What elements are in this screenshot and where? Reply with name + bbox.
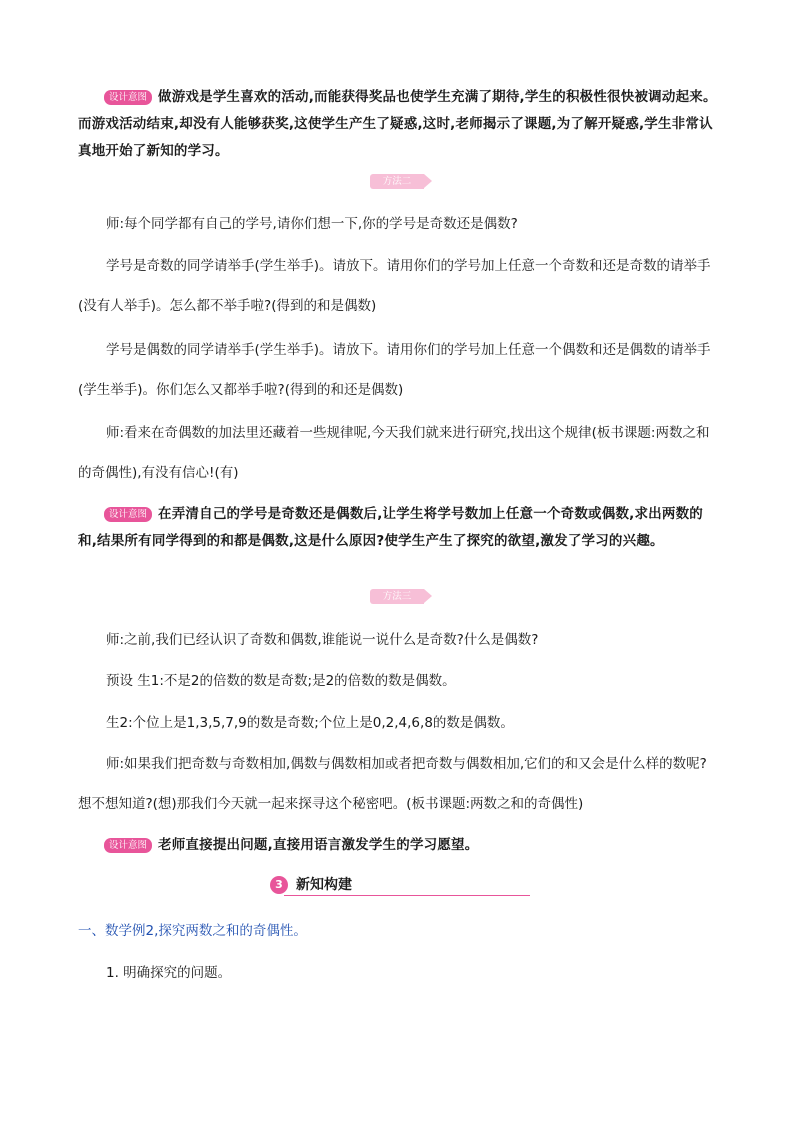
method-two-tag: 方法二: [370, 174, 424, 189]
design-intent-3: [78, 832, 718, 859]
design-intent-text: 做游戏是学生喜欢的活动,而能获得奖品也使学生充满了期待,学生的积极性很快被调动起来。而游戏活动结束,却没有人能够获奖,这使学生产生了疑惑,这时,老师揭示了课题,为了解开疑惑,学生非常认真地开始了新知的学习。: [78, 89, 717, 159]
section-underline: [284, 895, 530, 896]
design-intent-1: [78, 84, 718, 165]
part-one-title: 一、数学例2,探究两数之和的奇偶性。: [78, 923, 307, 939]
method2-paragraph-1: 师:每个同学都有自己的学号,请你们想一下,你的学号是奇数还是偶数?: [106, 216, 518, 232]
method3-paragraph-4: 师:如果我们把奇数与奇数相加,偶数与偶数相加或者把奇数与偶数相加,它们的和又会是什么样的数呢?想不想知道?(想)那我们今天就一起来探寻这个秘密吧。(板书课题:两数之和的奇偶性): [78, 756, 707, 812]
method2-paragraph-2: 学号是奇数的同学请举手(学生举手)。请放下。请用你们的学号加上任意一个奇数和还是奇数的请举手(没有人举手)。怎么都不举手啦?(得到的和是偶数): [78, 258, 711, 314]
section-number-badge: 3: [270, 876, 288, 894]
method3-paragraph-2: 预设 生1:不是2的倍数的数是奇数;是2的倍数的数是偶数。: [106, 673, 456, 689]
design-intent-tag: 设计意图: [104, 507, 152, 522]
method3-paragraph-1: 师:之前,我们已经认识了奇数和偶数,谁能说一说什么是奇数?什么是偶数?: [106, 632, 539, 648]
method3-paragraph-3: 生2:个位上是1,3,5,7,9的数是奇数;个位上是0,2,4,6,8的数是偶数。: [106, 715, 514, 731]
section-heading: [270, 876, 530, 896]
method2-paragraph-4: 师:看来在奇偶数的加法里还藏着一些规律呢,今天我们就来进行研究,找出这个规律(板书课题:两数之和的奇偶性),有没有信心!(有): [78, 425, 710, 481]
method-three-tag: 方法三: [370, 589, 424, 604]
design-intent-text: 在弄清自己的学号是奇数还是偶数后,让学生将学号数加上任意一个奇数或偶数,求出两数的和,结果所有同学得到的和都是偶数,这是什么原因?使学生产生了探究的欲望,激发了学习的兴趣。: [78, 506, 703, 549]
design-intent-tag: 设计意图: [104, 90, 152, 105]
section-title: 新知构建: [296, 877, 352, 893]
design-intent-2: [78, 501, 718, 555]
design-intent-tag: 设计意图: [104, 838, 152, 853]
step-one: 1. 明确探究的问题。: [106, 965, 232, 981]
method2-paragraph-3: 学号是偶数的同学请举手(学生举手)。请放下。请用你们的学号加上任意一个偶数和还是偶数的请举手(学生举手)。你们怎么又都举手啦?(得到的和还是偶数): [78, 342, 711, 398]
design-intent-text: 老师直接提出问题,直接用语言激发学生的学习愿望。: [158, 837, 479, 853]
